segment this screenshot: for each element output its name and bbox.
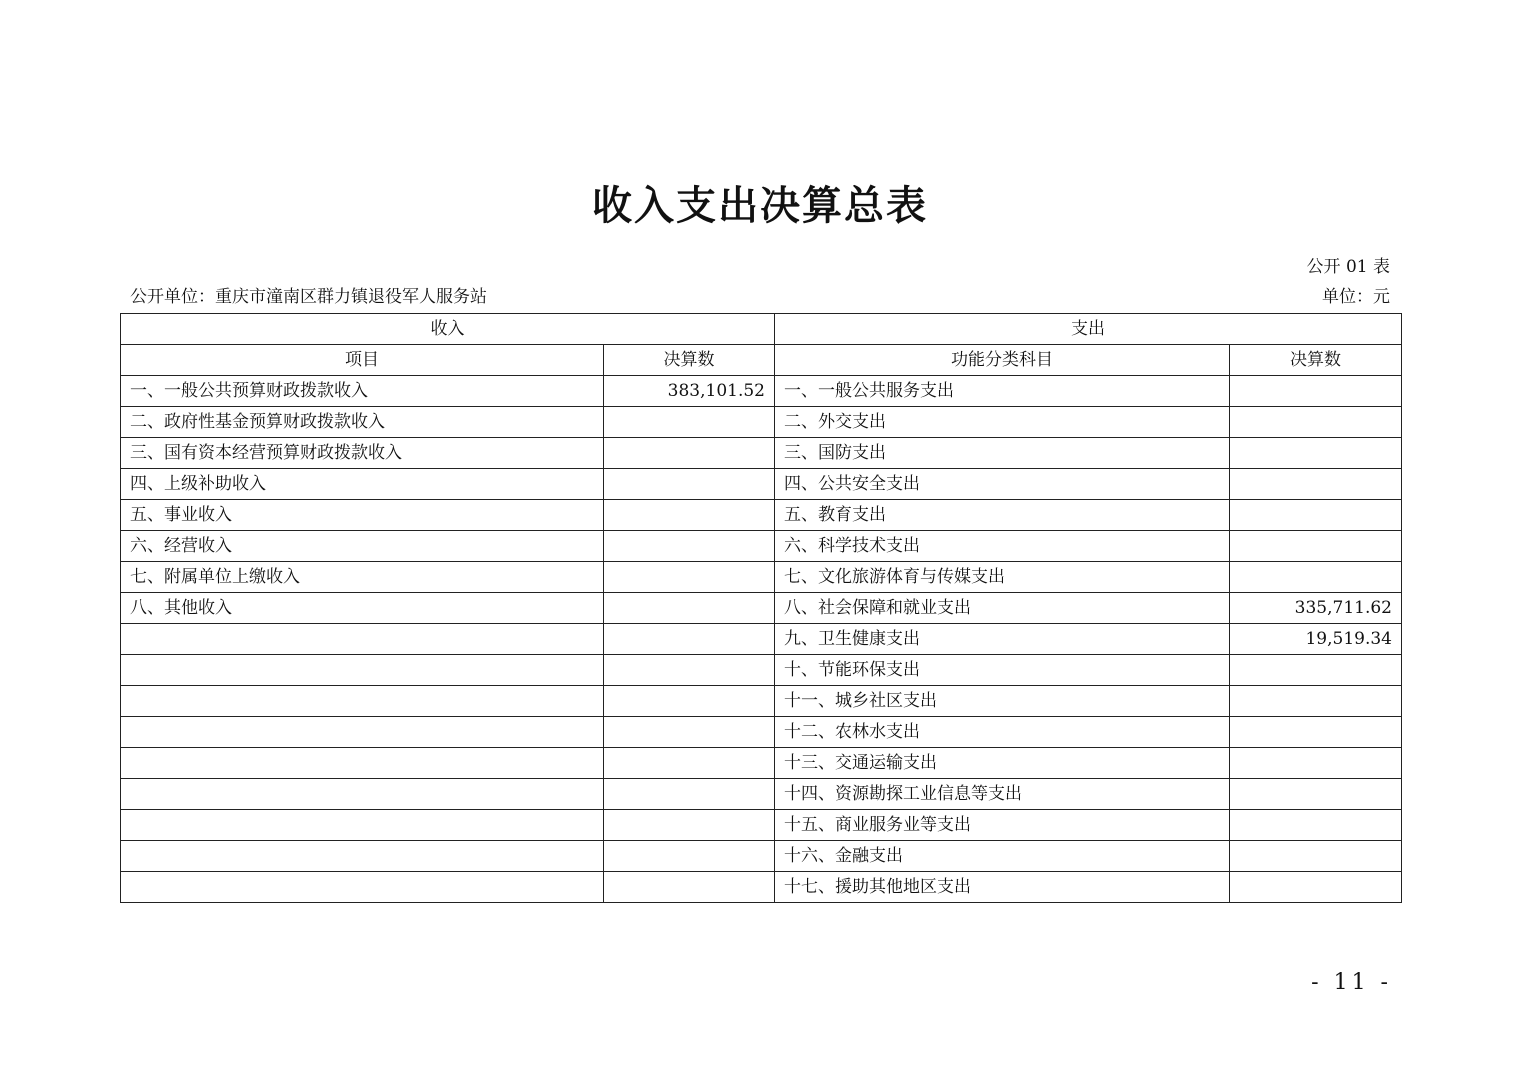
income-expense-summary-table [120, 313, 1402, 903]
income-item-cell [121, 748, 604, 779]
expense-item-cell: 五、教育支出 [775, 500, 1230, 531]
income-item-cell [121, 686, 604, 717]
table-header [121, 314, 1402, 376]
table-body [121, 376, 1402, 903]
expense-amount-cell: 19,519.34 [1230, 624, 1402, 655]
income-item-cell [121, 717, 604, 748]
expense-amount-cell [1230, 748, 1402, 779]
table-row [121, 407, 1402, 438]
income-item-cell [121, 841, 604, 872]
expense-amount-cell [1230, 407, 1402, 438]
income-amount-cell [604, 717, 775, 748]
header-info-row [130, 285, 1390, 309]
income-item-cell [121, 872, 604, 903]
expense-item-cell: 四、公共安全支出 [775, 469, 1230, 500]
expense-item-cell: 十六、金融支出 [775, 841, 1230, 872]
expense-amount-cell [1230, 438, 1402, 469]
expense-item-cell: 十四、资源勘探工业信息等支出 [775, 779, 1230, 810]
expense-amount-cell [1230, 717, 1402, 748]
expense-item-cell: 一、一般公共服务支出 [775, 376, 1230, 407]
table-row [121, 469, 1402, 500]
income-item-cell [121, 810, 604, 841]
expense-amount-cell [1230, 810, 1402, 841]
table-row [121, 593, 1402, 624]
expense-item-cell: 六、科学技术支出 [775, 531, 1230, 562]
income-item-cell: 一、一般公共预算财政拨款收入 [121, 376, 604, 407]
income-amount-cell [604, 624, 775, 655]
table-row [121, 562, 1402, 593]
income-amount-cell [604, 655, 775, 686]
table-row [121, 376, 1402, 407]
table-group-header-row [121, 314, 1402, 345]
table-row [121, 624, 1402, 655]
income-group-header: 收入 [121, 314, 775, 345]
income-item-cell: 二、政府性基金预算财政拨款收入 [121, 407, 604, 438]
income-amount-cell [604, 593, 775, 624]
income-amount-cell [604, 841, 775, 872]
expense-amount-cell [1230, 779, 1402, 810]
expense-item-cell: 七、文化旅游体育与传媒支出 [775, 562, 1230, 593]
expense-item-cell: 十一、城乡社区支出 [775, 686, 1230, 717]
expense-item-cell: 二、外交支出 [775, 407, 1230, 438]
column-header-expense-amount: 决算数 [1230, 345, 1402, 376]
income-amount-cell [604, 407, 775, 438]
income-amount-cell [604, 500, 775, 531]
expense-item-cell: 十、节能环保支出 [775, 655, 1230, 686]
table-row [121, 531, 1402, 562]
expense-item-cell: 十三、交通运输支出 [775, 748, 1230, 779]
income-amount-cell [604, 872, 775, 903]
expense-amount-cell: 335,711.62 [1230, 593, 1402, 624]
table-row [121, 686, 1402, 717]
income-amount-cell [604, 748, 775, 779]
expense-group-header: 支出 [775, 314, 1402, 345]
form-number: 公开 01 表 [1306, 257, 1390, 277]
page-number: - 11 - [1311, 970, 1392, 995]
income-item-cell [121, 779, 604, 810]
table-row [121, 841, 1402, 872]
table-row [121, 748, 1402, 779]
expense-amount-cell [1230, 872, 1402, 903]
table-row [121, 500, 1402, 531]
income-amount-cell [604, 686, 775, 717]
column-header-function: 功能分类科目 [775, 345, 1230, 376]
table-row [121, 810, 1402, 841]
table-row [121, 872, 1402, 903]
expense-item-cell: 十七、援助其他地区支出 [775, 872, 1230, 903]
expense-item-cell: 八、社会保障和就业支出 [775, 593, 1230, 624]
table-row [121, 655, 1402, 686]
income-item-cell [121, 655, 604, 686]
expense-amount-cell [1230, 531, 1402, 562]
column-header-income-amount: 决算数 [604, 345, 775, 376]
income-item-cell: 八、其他收入 [121, 593, 604, 624]
income-item-cell: 三、国有资本经营预算财政拨款收入 [121, 438, 604, 469]
expense-amount-cell [1230, 841, 1402, 872]
income-amount-cell [604, 438, 775, 469]
expense-amount-cell [1230, 500, 1402, 531]
table-column-header-row [121, 345, 1402, 376]
income-item-cell [121, 624, 604, 655]
income-amount-cell [604, 779, 775, 810]
income-item-cell: 四、上级补助收入 [121, 469, 604, 500]
table-row [121, 717, 1402, 748]
column-header-item: 项目 [121, 345, 604, 376]
income-item-cell: 六、经营收入 [121, 531, 604, 562]
income-amount-cell [604, 810, 775, 841]
organization-label: 公开单位：重庆市潼南区群力镇退役军人服务站 [130, 287, 487, 307]
table-row [121, 438, 1402, 469]
expense-amount-cell [1230, 376, 1402, 407]
expense-amount-cell [1230, 655, 1402, 686]
currency-unit-label: 单位：元 [1322, 287, 1390, 307]
table-row [121, 779, 1402, 810]
income-item-cell: 五、事业收入 [121, 500, 604, 531]
expense-amount-cell [1230, 562, 1402, 593]
expense-amount-cell [1230, 469, 1402, 500]
expense-item-cell: 三、国防支出 [775, 438, 1230, 469]
income-amount-cell [604, 562, 775, 593]
expense-item-cell: 十五、商业服务业等支出 [775, 810, 1230, 841]
expense-amount-cell [1230, 686, 1402, 717]
income-amount-cell: 383,101.52 [604, 376, 775, 407]
page-title: 收入支出决算总表 [592, 182, 928, 229]
income-item-cell: 七、附属单位上缴收入 [121, 562, 604, 593]
income-amount-cell [604, 469, 775, 500]
expense-item-cell: 十二、农林水支出 [775, 717, 1230, 748]
expense-item-cell: 九、卫生健康支出 [775, 624, 1230, 655]
income-amount-cell [604, 531, 775, 562]
